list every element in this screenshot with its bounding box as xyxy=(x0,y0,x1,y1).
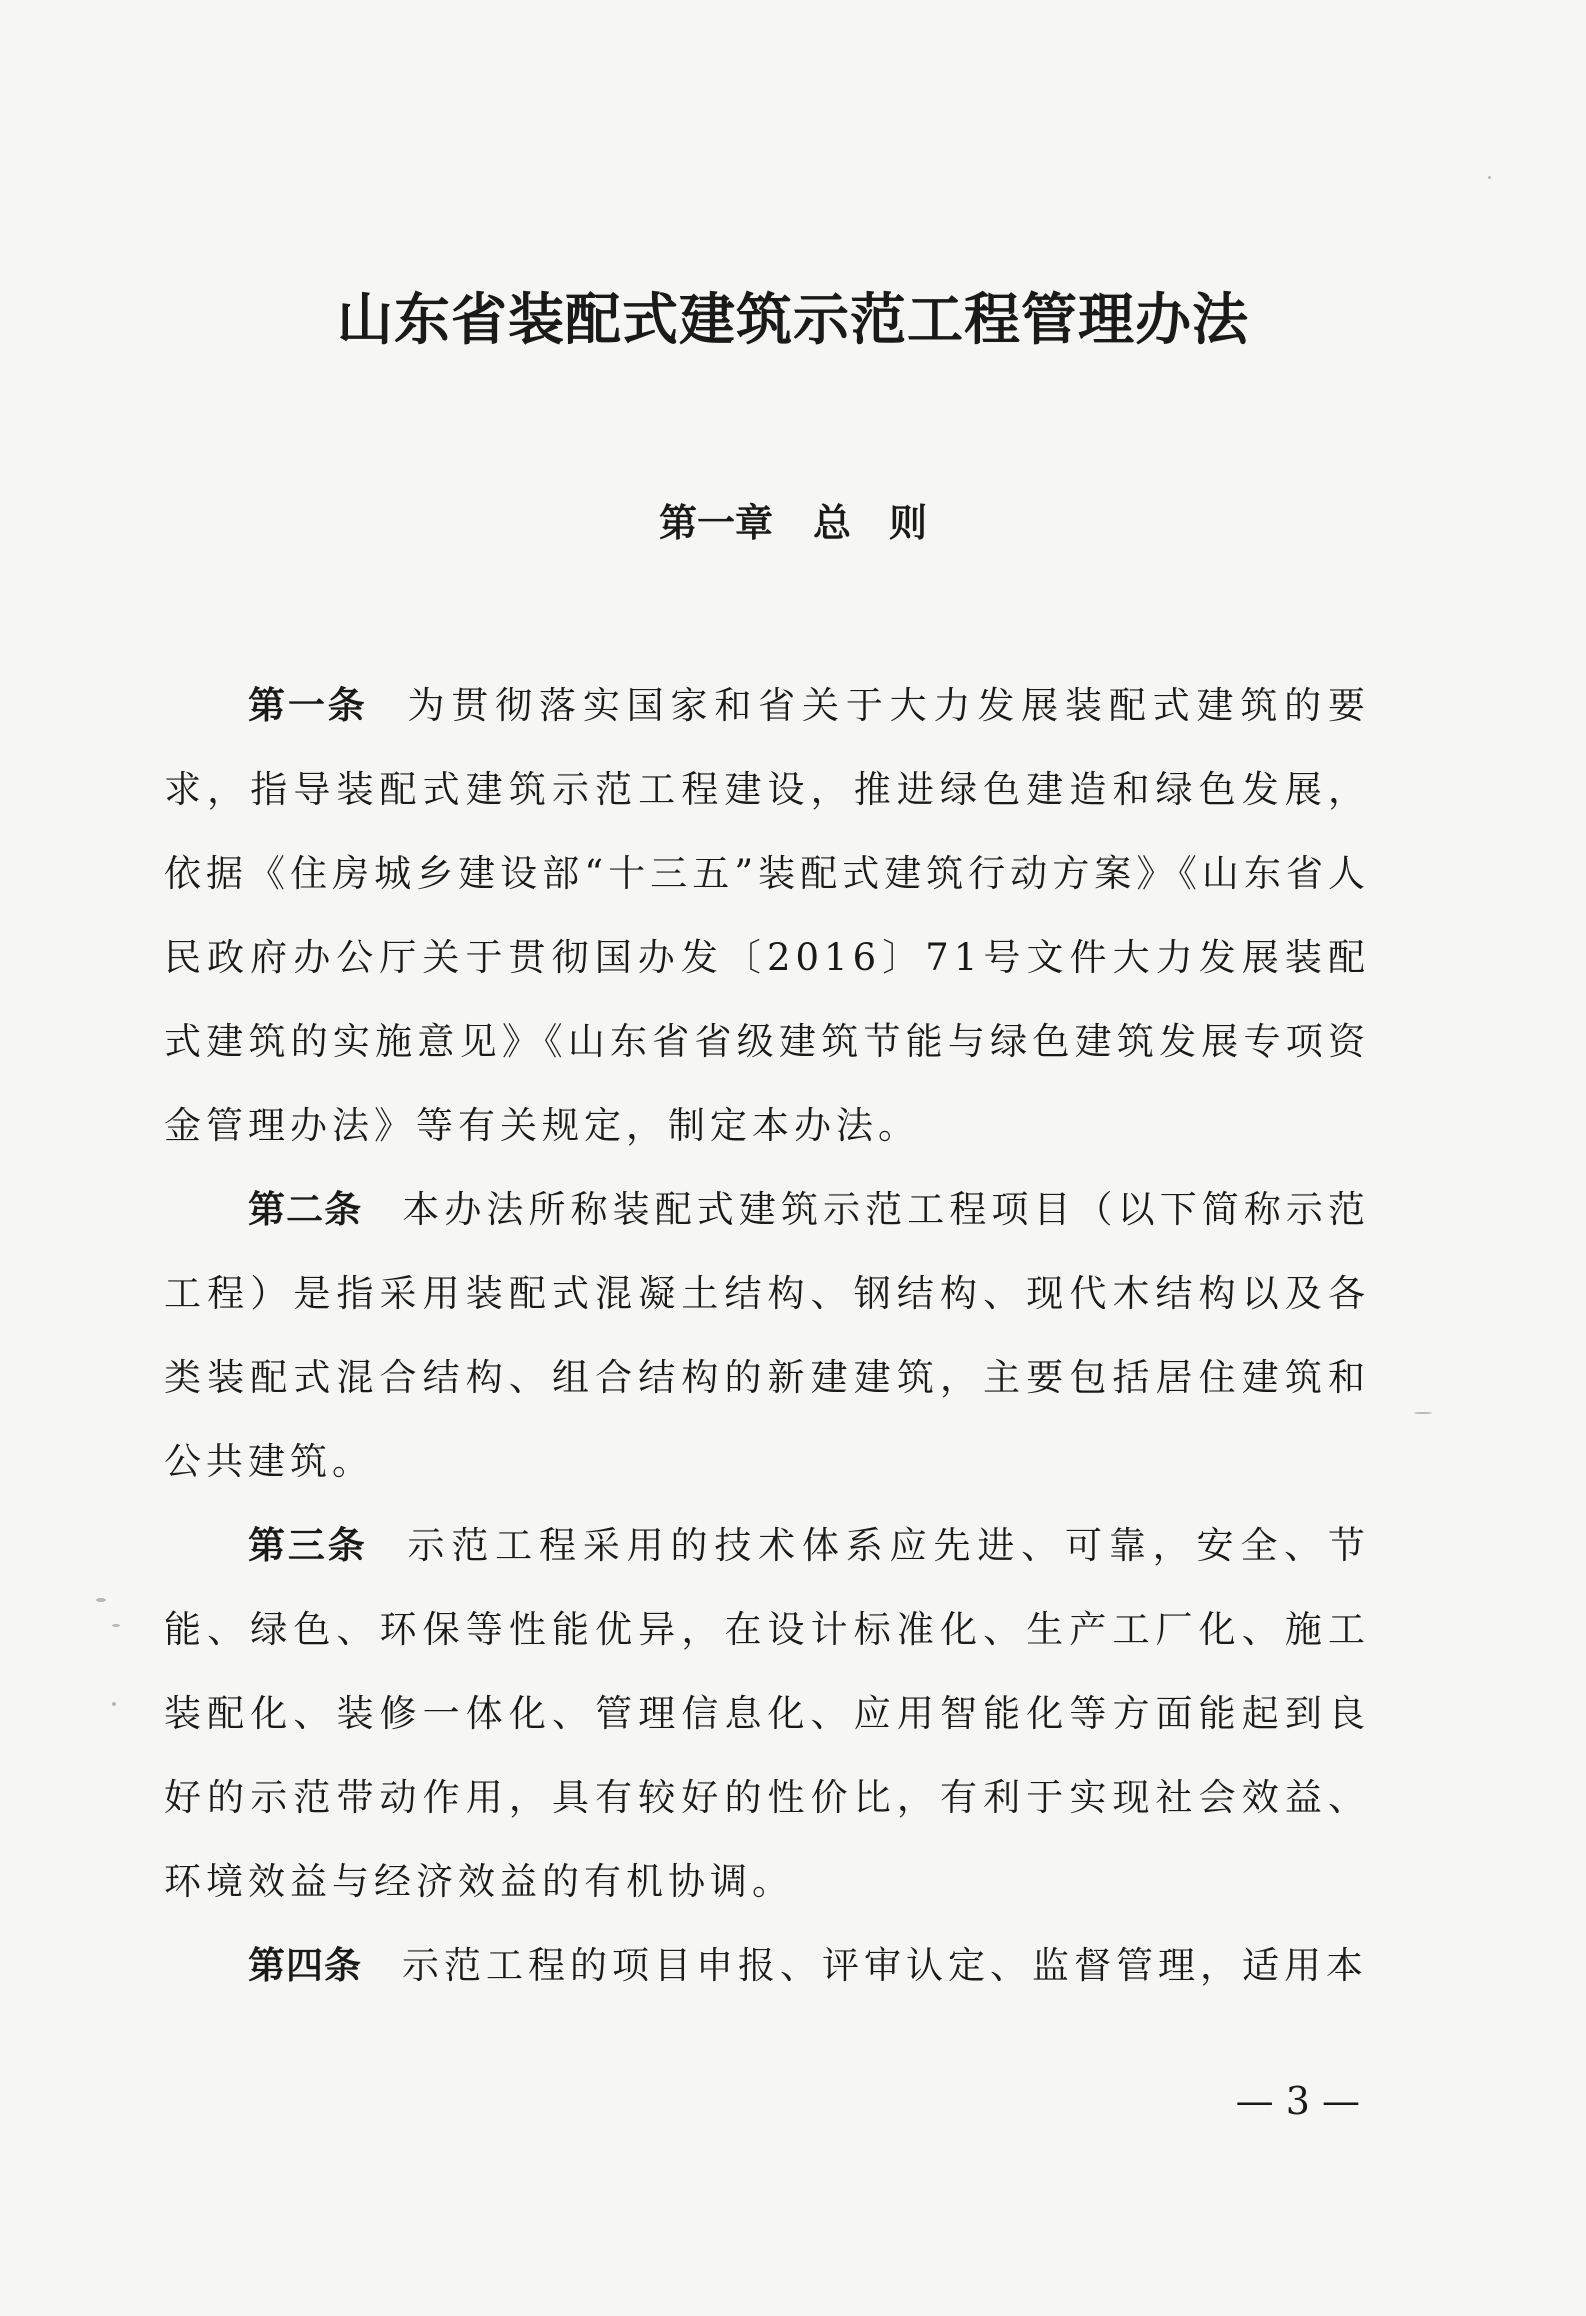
article-1 xyxy=(164,664,1370,1168)
article-text: 示范工程采用的技术体系应先进、可靠，安全、节能、绿色、环保等性能优异，在设计标准化、生产工厂化、施工装配化、装修一体化、管理信息化、应用智能化等方面能起到良好的示范带动作用，具有较好的性价比，有利于实现社会效益、环境效益与经济效益的有机协调。 xyxy=(164,1524,1370,1903)
scan-speck xyxy=(112,1702,116,1706)
document-title: 山东省装配式建筑示范工程管理办法 xyxy=(337,287,1249,353)
article-label: 第一条 xyxy=(248,684,368,727)
article-label: 第三条 xyxy=(248,1524,368,1567)
article-text: 示范工程的项目申报、评审认定、监督管理，适用本 xyxy=(402,1944,1368,1987)
chapter-number: 第一章 xyxy=(658,500,773,545)
article-text: 为贯彻落实国家和省关于大力发展装配式建筑的要求，指导装配式建筑示范工程建设，推进绿色建造和绿色发展，依据《住房城乡建设部“十三五”装配式建筑行动方案》《山东省人民政府办公厅关于贯彻国办发〔2016〕71号文件大力发展装配式建筑的实施意见》《山东省省级建筑节能与绿色建筑发展专项资金管理办法》等有关规定，制定本办法。 xyxy=(164,684,1370,1147)
article-3 xyxy=(164,1504,1370,1924)
scan-speck xyxy=(96,1598,106,1602)
article-label: 第四条 xyxy=(248,1944,362,1987)
scan-speck xyxy=(1488,176,1491,179)
document-body xyxy=(164,664,1370,2008)
article-2 xyxy=(164,1168,1370,1504)
page-number: — 3 — xyxy=(1235,2079,1360,2123)
article-label: 第二条 xyxy=(248,1188,363,1231)
scan-speck xyxy=(1414,1412,1432,1414)
chapter-heading xyxy=(0,495,1586,551)
article-text: 本办法所称装配式建筑示范工程项目（以下简称示范工程）是指采用装配式混凝土结构、钢结构、现代木结构以及各类装配式混合结构、组合结构的新建建筑，主要包括居住建筑和公共建筑。 xyxy=(164,1188,1371,1483)
scan-speck xyxy=(112,1624,120,1627)
chapter-name: 总 则 xyxy=(813,500,928,545)
article-4 xyxy=(164,1924,1370,2008)
